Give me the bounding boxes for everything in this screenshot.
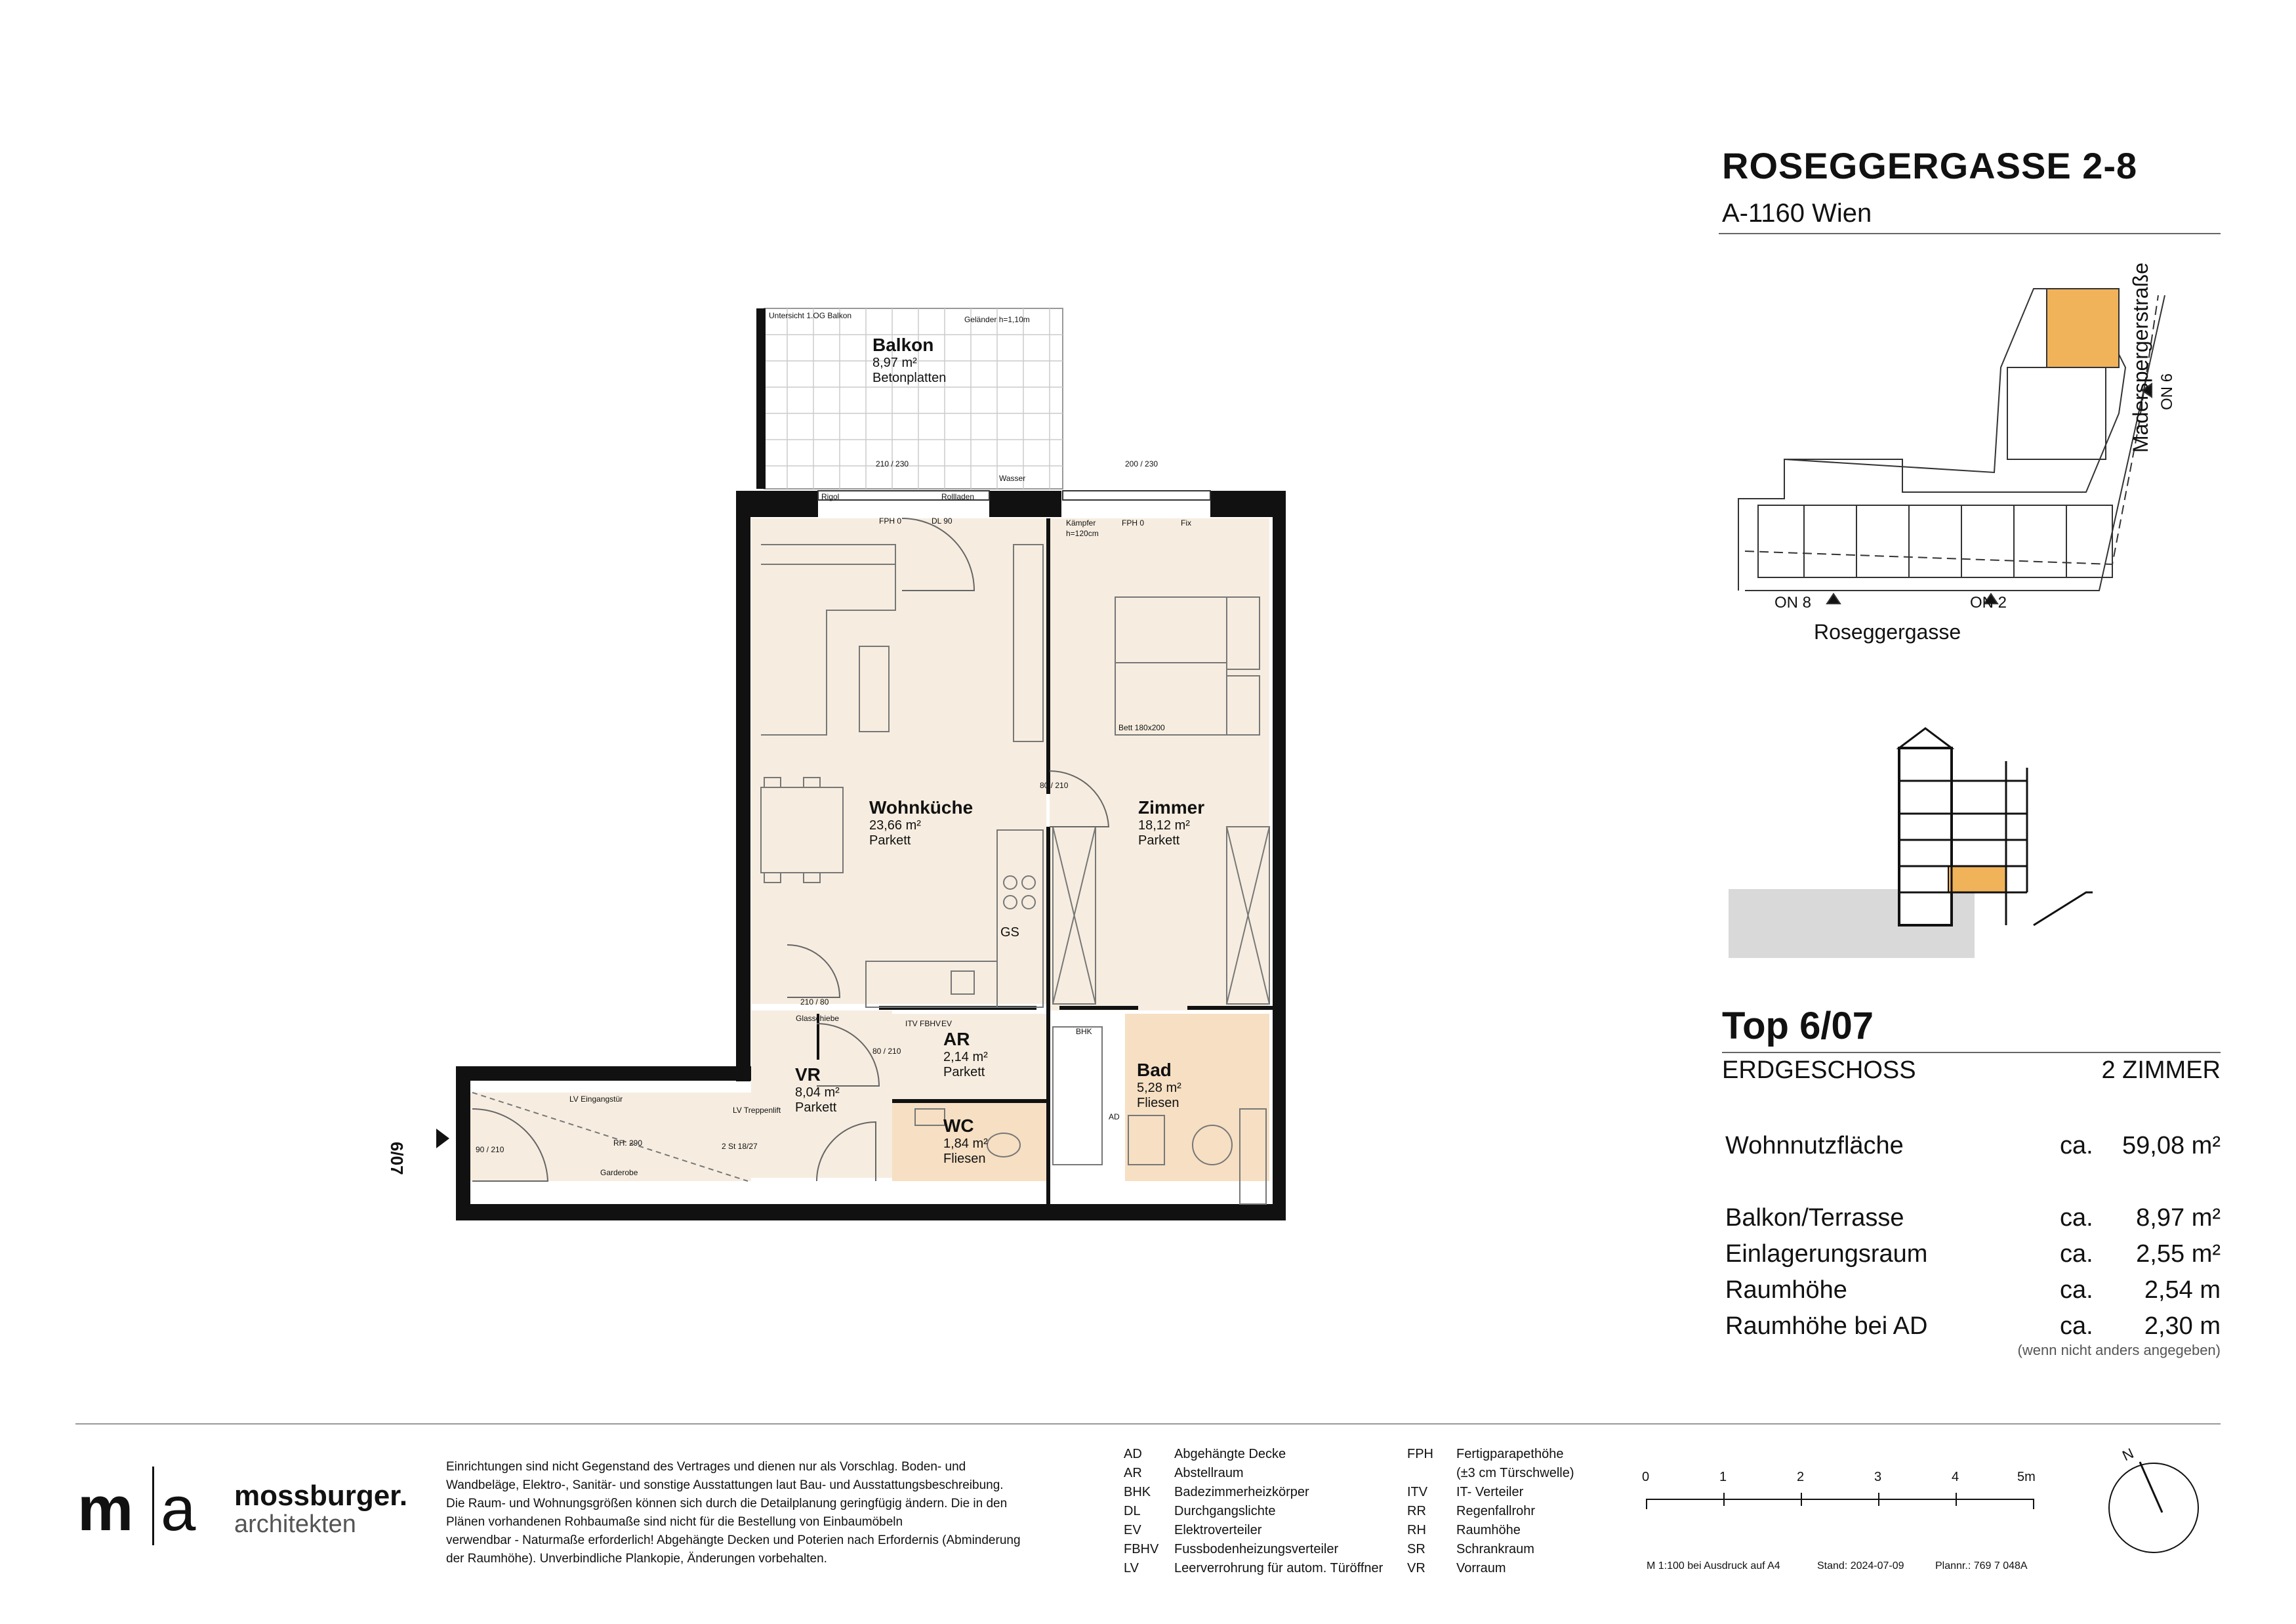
room-name: AR (943, 1029, 970, 1049)
room-floor: Parkett (943, 1065, 985, 1079)
project-city: A-1160 Wien (1722, 199, 1872, 228)
area-label: Balkon/Terrasse (1725, 1204, 1904, 1232)
abbr-key: EV (1124, 1523, 1141, 1537)
street-maderspergerstrasse: Maderspergerstraße (2129, 262, 2152, 453)
kaempfer-height-label: h=120cm (1066, 529, 1099, 538)
lv-eingang-label: LV Eingangstür (569, 1094, 623, 1104)
area-label: Einlagerungsraum (1725, 1240, 1928, 1268)
abbr-value: Abstellraum (1174, 1466, 1244, 1480)
stair-label: 2 St 18/27 (722, 1142, 758, 1151)
rollladen-label: Rollladen (941, 492, 975, 501)
room-area: 2,14 m² (943, 1050, 988, 1064)
abbr-value: Elektroverteiler (1174, 1523, 1262, 1537)
ar-door-dim-label: 80 / 210 (872, 1047, 901, 1056)
north-arrow (2109, 1462, 2198, 1552)
abbr-key: BHK (1124, 1485, 1151, 1499)
disclaimer-line: Einrichtungen sind nicht Gegenstand des Vertrages und dienen nur als Vorschlag. Boden- und (446, 1460, 966, 1474)
abbr-value: (±3 cm Türschwelle) (1456, 1466, 1574, 1480)
abbr-key: VR (1407, 1561, 1425, 1575)
door-dim-label: 80 / 210 (1040, 781, 1069, 790)
brand-sub: architekten (234, 1510, 356, 1538)
abbr-key: FPH (1407, 1447, 1433, 1461)
abbr-value: Raumhöhe (1456, 1523, 1521, 1537)
disclaimer (446, 1458, 1069, 1568)
area-prefix: ca. (2060, 1204, 2093, 1232)
disclaimer-line: Wandbeläge, Elektro-, Sanitär- und sonstige Ausstattungen laut Bau- und Ausstattungsbeschreibung. (446, 1478, 1004, 1492)
glasschiebe-label: Glasschiebe (796, 1014, 840, 1023)
disclaimer-line: Die Raum- und Wohnungsgrößen können sich durch die Detailplanung geringfügig ändern. Die in den (446, 1497, 1008, 1510)
unit-rooms: 2 ZIMMER (2101, 1056, 2221, 1084)
north-label: N (2120, 1444, 2137, 1465)
abbr-key: SR (1407, 1542, 1425, 1556)
abbr-key: AD (1124, 1447, 1142, 1461)
area-prefix: ca. (2060, 1132, 2093, 1159)
stand-date: Stand: 2024-07-09 (1817, 1560, 1904, 1572)
room-wc (943, 1115, 988, 1167)
room-floor: Parkett (795, 1100, 837, 1115)
abbr-key: FBHV (1124, 1542, 1159, 1556)
room-name: VR (795, 1064, 821, 1085)
header-divider (1719, 233, 2221, 234)
ev-label: EV (941, 1019, 953, 1028)
abbr-value: Leerverrohrung für autom. Türöffner (1174, 1561, 1384, 1575)
plan-number: Plannr.: 769 7 048A (1935, 1560, 2028, 1572)
unit-top: Top 6/07 (1722, 1005, 1874, 1047)
balkon-note-2: Geländer h=1,10m (964, 315, 1030, 324)
area-label: Raumhöhe bei AD (1725, 1312, 1928, 1340)
entry-door-dim-label: 90 / 210 (476, 1145, 504, 1154)
scale-bar (1647, 1493, 2034, 1509)
area-label: Raumhöhe (1725, 1276, 1847, 1304)
balkon-note-1: Untersicht 1.OG Balkon (769, 311, 852, 320)
room-name: Zimmer (1138, 797, 1205, 818)
abbr-value: Vorraum (1456, 1561, 1506, 1575)
room-vr (795, 1064, 840, 1115)
dl-label: DL 90 (932, 516, 953, 526)
area-value: 2,54 m (2144, 1276, 2221, 1304)
room-area: 18,12 m² (1138, 818, 1190, 833)
entrance-on8: ON 8 (1774, 594, 1812, 612)
room-floor: Parkett (1138, 833, 1180, 848)
window-dim-label: 210 / 230 (876, 459, 909, 468)
scale-tick: 1 (1719, 1470, 1727, 1484)
scale-tick: 4 (1952, 1470, 1959, 1484)
room-zimmer (1138, 797, 1204, 848)
room-name: Balkon (872, 335, 934, 355)
area-prefix: ca. (2060, 1276, 2093, 1304)
area-value: 2,55 m² (2136, 1240, 2221, 1268)
disclaimer-line: verwendbar - Naturmaße erforderlich! Abgehängte Decken und Poterien nach Erfordernis (Abminderung (446, 1533, 1021, 1547)
room-area: 1,84 m² (943, 1136, 988, 1151)
area-value: 2,30 m (2144, 1312, 2221, 1340)
fph-label: FPH 0 (879, 516, 902, 526)
vr-door-dim-label: 210 / 80 (800, 997, 829, 1007)
bhk-label: BHK (1076, 1027, 1092, 1036)
logo-m: m (77, 1474, 134, 1544)
rh-label: RH: 290 (613, 1138, 643, 1148)
lv-treppe-label: LV Treppenlift (733, 1106, 781, 1115)
entrance-on6: ON 6 (2158, 373, 2176, 410)
room-floor: Fliesen (1137, 1096, 1179, 1110)
abbr-value: Abgehängte Decke (1174, 1447, 1286, 1461)
abbr-key: RR (1407, 1504, 1426, 1518)
area-value: 8,97 m² (2136, 1204, 2221, 1232)
abbr-value: Badezimmerheizkörper (1174, 1485, 1309, 1499)
abbr-key: AR (1124, 1466, 1142, 1480)
room-area: 8,04 m² (795, 1085, 840, 1100)
abbr-key: ITV (1407, 1485, 1428, 1499)
gas-label: GS (1000, 925, 1019, 940)
area-value: 59,08 m² (2122, 1132, 2221, 1159)
abbr-value: IT- Verteiler (1456, 1485, 1524, 1499)
abbr-value: Schrankraum (1456, 1542, 1534, 1556)
unit-divider (1722, 1052, 2221, 1053)
room-bad (1137, 1060, 1181, 1111)
bed-label: Bett 180x200 (1118, 723, 1165, 732)
wasser-label: Wasser (999, 474, 1026, 483)
window-dim-label-2: 200 / 230 (1125, 459, 1158, 468)
abbr-key: RH (1407, 1523, 1426, 1537)
area-prefix: ca. (2060, 1312, 2093, 1340)
area-label: Wohnnutzfläche (1725, 1132, 1904, 1159)
abbr-key: DL (1124, 1504, 1141, 1518)
site-plan (1738, 289, 2165, 604)
project-title: ROSEGGERGASSE 2-8 (1722, 145, 2138, 186)
unit-entry-arrow (436, 1129, 449, 1148)
garderobe-label: Garderobe (600, 1168, 638, 1177)
area-note: (wenn nicht anders angegeben) (2017, 1342, 2221, 1358)
scale-tick: 3 (1874, 1470, 1882, 1484)
rigol-label: Rigol (821, 492, 840, 501)
room-name: Wohnküche (869, 797, 974, 818)
fix-label: Fix (1181, 518, 1191, 528)
room-area: 8,97 m² (872, 356, 917, 370)
room-ar (943, 1029, 988, 1080)
room-balkon (872, 335, 946, 386)
building-section (1729, 728, 2093, 958)
room-floor: Fliesen (943, 1152, 986, 1166)
area-prefix: ca. (2060, 1240, 2093, 1268)
kaempfer-label: Kämpfer (1066, 518, 1096, 528)
logo-a: a (161, 1474, 196, 1544)
unit-id-marker: 6/07 (387, 1142, 407, 1175)
room-area: 23,66 m² (869, 818, 921, 833)
scale-tick: 0 (1642, 1470, 1650, 1484)
room-name: WC (943, 1115, 974, 1136)
room-area: 5,28 m² (1137, 1081, 1181, 1095)
fbhv-label: FBHV (920, 1019, 941, 1028)
abbr-value: Regenfallrohr (1456, 1504, 1536, 1518)
scale-tick: 5m (2017, 1470, 2036, 1484)
itv-label: ITV (905, 1019, 918, 1028)
room-wohnkueche (869, 797, 973, 848)
disclaimer-line: Plänen vorhandenen Rohbaumaße sind nicht für die Bestellung von Einbaumöbeln (446, 1515, 903, 1529)
room-floor: Betonplatten (872, 371, 947, 385)
abbr-value: Durchgangslichte (1174, 1504, 1276, 1518)
room-floor: Parkett (869, 833, 911, 848)
brand-name: mossburger. (234, 1480, 408, 1512)
logo-divider (152, 1467, 154, 1545)
unit-floor: ERDGESCHOSS (1722, 1056, 1916, 1084)
disclaimer-line: der Raumhöhe). Unverbindliche Plankopie, Änderungen vorbehalten. (446, 1552, 827, 1566)
room-name: Bad (1137, 1060, 1172, 1080)
ad-label: AD (1109, 1112, 1120, 1121)
scale-note: M 1:100 bei Ausdruck auf A4 (1647, 1560, 1780, 1572)
abbr-value: Fussbodenheizungsverteiler (1174, 1542, 1339, 1556)
abbr-value: Fertigparapethöhe (1456, 1447, 1564, 1461)
abbr-key: LV (1124, 1561, 1139, 1575)
scale-tick: 2 (1797, 1470, 1805, 1484)
entrance-on2: ON 2 (1970, 594, 2007, 612)
street-roseggergasse: Roseggergasse (1814, 620, 1961, 644)
fph-label-2: FPH 0 (1122, 518, 1145, 528)
